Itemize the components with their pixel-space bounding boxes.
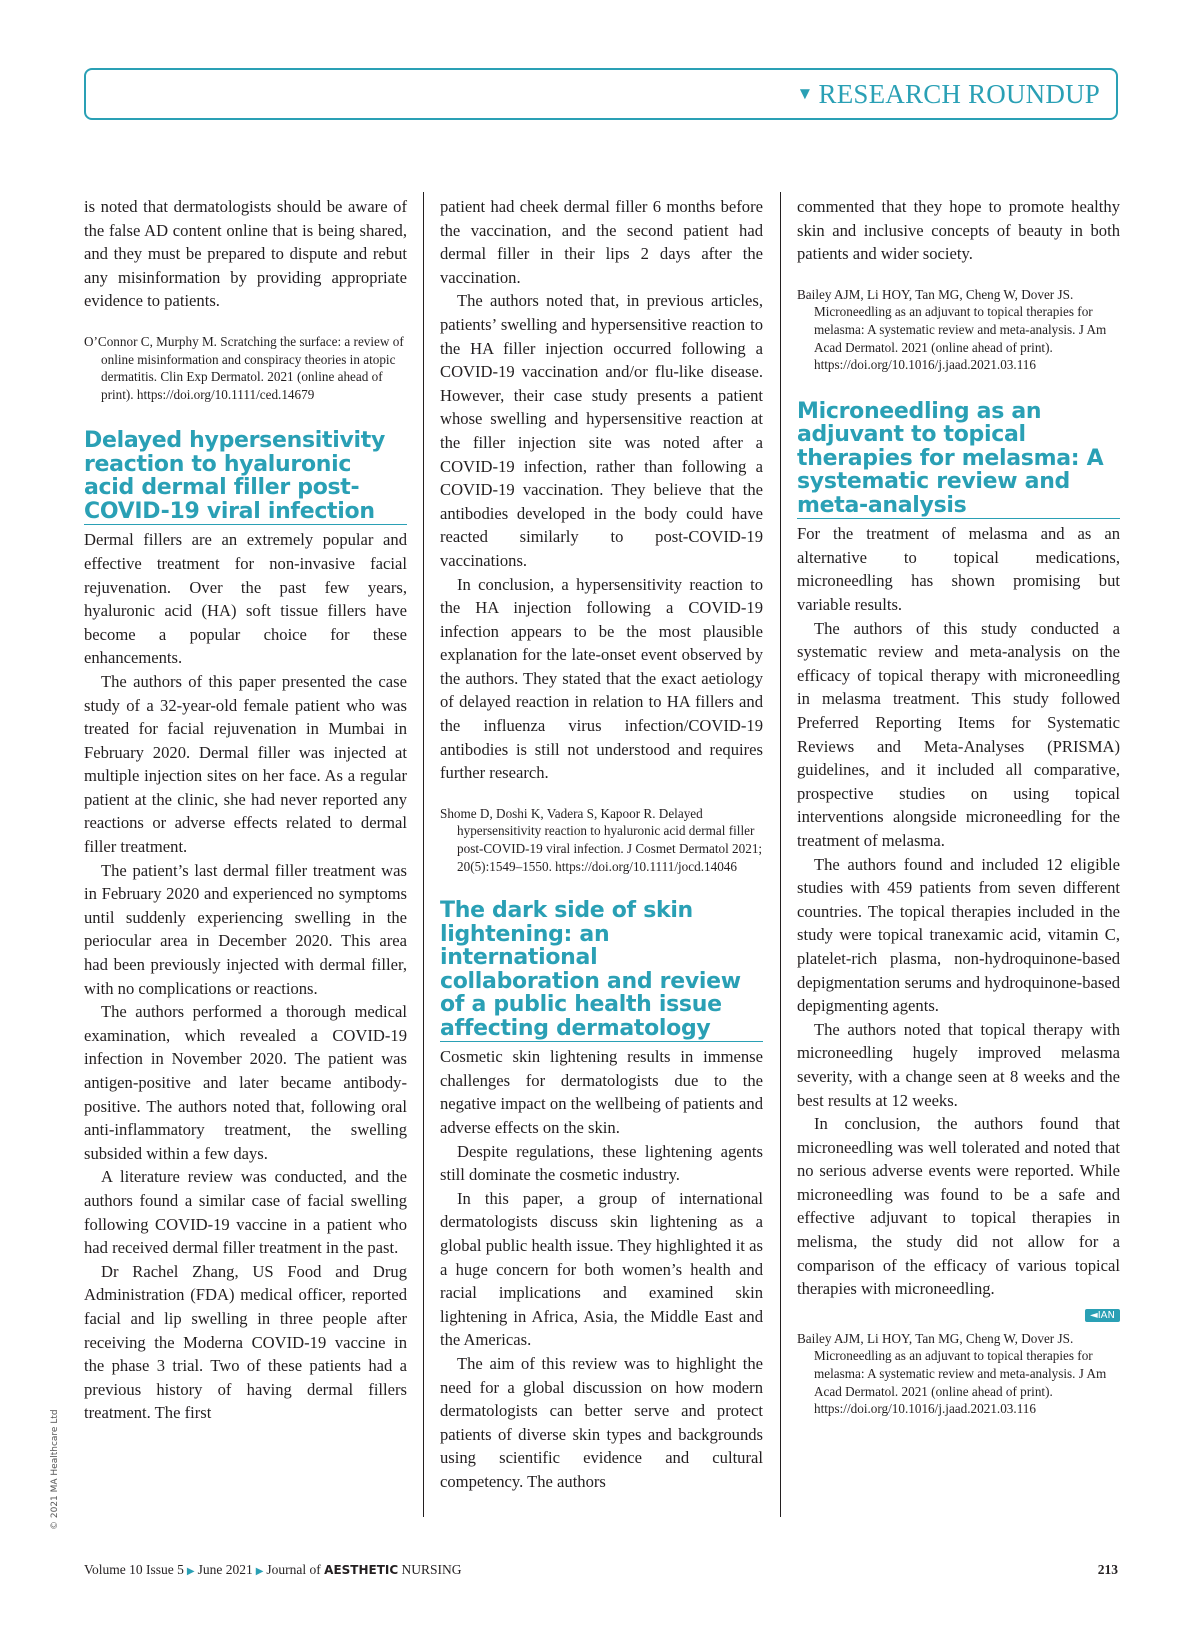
section-title <box>796 79 1100 110</box>
author-tag: ◄IAN <box>1085 1309 1120 1322</box>
reference: Bailey AJM, Li HOY, Tan MG, Cheng W, Dover JS. Microneedling as an adjuvant to topical therapies for melasma: A systematic review and meta-analysis. J Am Acad Dermatol. 2021 (online ahead of print). https://doi.org/10.1016/j.jaad.2021.03.116 <box>797 1330 1107 1417</box>
triangle-down-icon: ▼ <box>796 84 814 103</box>
column-1 <box>84 195 407 1425</box>
paragraph: A literature review was conducted, and the authors found a similar case of facial swelling following COVID-19 vaccine in a patient who had received dermal filler treatment in the past. <box>84 1167 407 1258</box>
section-header <box>84 68 1118 120</box>
paragraph: Dermal fillers are an extremely popular and effective treatment for non-invasive facial rejuvenation. Over the past few years, hyaluronic acid (HA) soft tissue fillers have become a popular choice for these enhancements. <box>84 530 407 668</box>
column-divider <box>780 192 781 1517</box>
paragraph: The authors of this paper presented the case study of a 32-year-old female patient who was treated for facial rejuvenation in Mumbai in February 2020. Dermal filler was injected at multiple injection sites on her face. As a regular patient at the clinic, she had never reported any reactions or adverse effects related to dermal filler treatment. <box>84 671 407 857</box>
paragraph: commented that they hope to promote healthy skin and inclusive concepts of beauty in both patients and wider society. <box>797 197 1120 264</box>
reference: Shome D, Doshi K, Vadera S, Kapoor R. Delayed hypersensitivity reaction to hyaluronic acid dermal filler post-COVID-19 viral infection. J Cosmet Dermatol 2021; 20(5):1549–1550. https://doi.org/10.1111/jocd.14046 <box>440 805 763 874</box>
paragraph: For the treatment of melasma and as an alternative to topical medications, microneedling has shown promising but variable results. <box>797 524 1120 615</box>
paragraph: The authors noted that, in previous articles, patients’ swelling and hypersensitive reaction to the HA filler injection occurred following a COVID-19 vaccination and/or flu-like disease. However, their case study presents a patient whose swelling and hypersensitive reaction at the filler injection site was noted after a COVID-19 infection, rather than following a COVID-19 vaccination. They believe that the antibodies developed in the body could have reacted similarly to post-COVID-19 vaccinations. <box>440 291 763 570</box>
page-footer <box>84 1562 1118 1582</box>
article-heading: Delayed hypersensitivity reaction to hyaluronic acid dermal filler post-COVID-19 viral infection <box>84 429 407 525</box>
paragraph: The authors of this study conducted a systematic review and meta-analysis on the efficacy of topical therapy with microneedling in melasma treatment. This study followed Preferred Reporting Items for Systematic Reviews and Meta-Analyses (PRISMA) guidelines, and it included all comparative, prospective studies on using topical interventions alongside microneedling for the treatment of melasma. <box>797 618 1120 850</box>
paragraph: The authors found and included 12 eligible studies with 459 patients from seven different countries. The topical therapies included in the study were topical tranexamic acid, vitamin C, platelet-rich plasma, non-hydroquinone-based depigmentation serums and hydroquinone-based depigmenting agents. <box>797 854 1120 1016</box>
paragraph: The authors noted that topical therapy with microneedling hugely improved melasma severity, with a change seen at 8 weeks and the best results at 12 weeks. <box>797 1019 1120 1110</box>
article-heading: Microneedling as an adjuvant to topical therapies for melasma: A systematic review and meta-analysis <box>797 400 1120 520</box>
reference: Bailey AJM, Li HOY, Tan MG, Cheng W, Dover JS. Microneedling as an adjuvant to topical therapies for melasma: A systematic review and meta-analysis. J Am Acad Dermatol. 2021 (online ahead of print). https://doi.org/10.1016/j.jaad.2021.03.116 <box>797 286 1107 373</box>
paragraph: Despite regulations, these lightening agents still dominate the cosmetic industry. <box>440 1141 763 1185</box>
author-tag-row <box>797 1303 1120 1322</box>
page-number: 213 <box>1097 1562 1118 1577</box>
footer-volume: Volume 10 Issue 5 <box>84 1562 184 1577</box>
footer-publication <box>84 1562 462 1578</box>
column-3 <box>797 195 1120 1418</box>
copyright-notice: © 2021 MA Healthcare Ltd <box>50 1409 60 1530</box>
paragraph: In conclusion, a hypersensitivity reaction to the HA injection following a COVID-19 infection appears to be the most plausible explanation for the late-onset event observed by the authors. They stated that the exact aetiology of delayed reaction in relation to HA fillers and the influenza virus infection/COVID-19 antibodies is still not understood and requires further research. <box>440 574 763 783</box>
paragraph: The patient’s last dermal filler treatment was in February 2020 and experienced no symptoms until suddenly experiencing swelling in the periocular area in December 2020. This area had been previously injected with dermal filler, with no complications or reactions. <box>84 860 407 998</box>
footer-journal-suffix: NURSING <box>401 1562 462 1577</box>
paragraph: patient had cheek dermal filler 6 months before the vaccination, and the second patient had dermal filler in their lips 2 days after the vaccination. <box>440 197 763 287</box>
paragraph: Dr Rachel Zhang, US Food and Drug Administration (FDA) medical officer, reported facial and lip swelling in three people after receiving the Moderna COVID-19 vaccine in the phase 3 trial. Two of these patients had a previous history of having dermal fillers treatment. The first <box>84 1261 407 1423</box>
section-title-text: RESEARCH ROUNDUP <box>818 79 1100 109</box>
paragraph: The authors performed a thorough medical examination, which revealed a COVID-19 infection in November 2020. The patient was antigen-positive and later became antibody-positive. The authors noted that, following oral anti-inflammatory treatment, the swelling subsided within a few days. <box>84 1002 407 1163</box>
column-divider <box>423 192 424 1517</box>
paragraph: In this paper, a group of international dermatologists discuss skin lightening as a global public health issue. They highlighted it as a huge concern for both women’s health and racial implications and examined skin lightening in Africa, Asia, the Middle East and the Americas. <box>440 1188 763 1350</box>
paragraph: Cosmetic skin lightening results in immense challenges for dermatologists due to the negative impact on the wellbeing of patients and adverse effects on the skin. <box>440 1047 763 1137</box>
footer-journal-prefix: Journal of <box>266 1562 321 1577</box>
paragraph: The aim of this review was to highlight the need for a global discussion on how modern dermatologists can better serve and protect patients of diverse skin types and backgrounds using scientific evidence and cultural competency. The authors <box>440 1353 763 1491</box>
footer-journal-strong: AESTHETIC <box>324 1563 399 1577</box>
paragraph: is noted that dermatologists should be aware of the false AD content online that is being shared, and they must be prepared to dispute and rebut any misinformation by providing appropriate evidence to patients. <box>84 197 407 311</box>
reference: O’Connor C, Murphy M. Scratching the surface: a review of online misinformation and conspiracy theories in atopic dermatitis. Clin Exp Dermatol. 2021 (online ahead of print). https://doi.org/10.1111/ced.14679 <box>84 333 404 402</box>
column-2 <box>440 195 763 1494</box>
triangle-right-icon: ▶ <box>186 1566 195 1577</box>
triangle-right-icon: ▶ <box>255 1566 264 1577</box>
article-heading: The dark side of skin lightening: an international collaboration and review of a public health issue affecting dermatology <box>440 899 763 1042</box>
footer-date: June 2021 <box>197 1562 253 1577</box>
paragraph: In conclusion, the authors found that microneedling was well tolerated and noted that no serious adverse events were reported. While microneedling was found to be a safe and effective adjuvant to topical therapies in melisma, the study did not allow for a comparison of the efficacy of various topical therapies with microneedling. <box>797 1114 1120 1299</box>
